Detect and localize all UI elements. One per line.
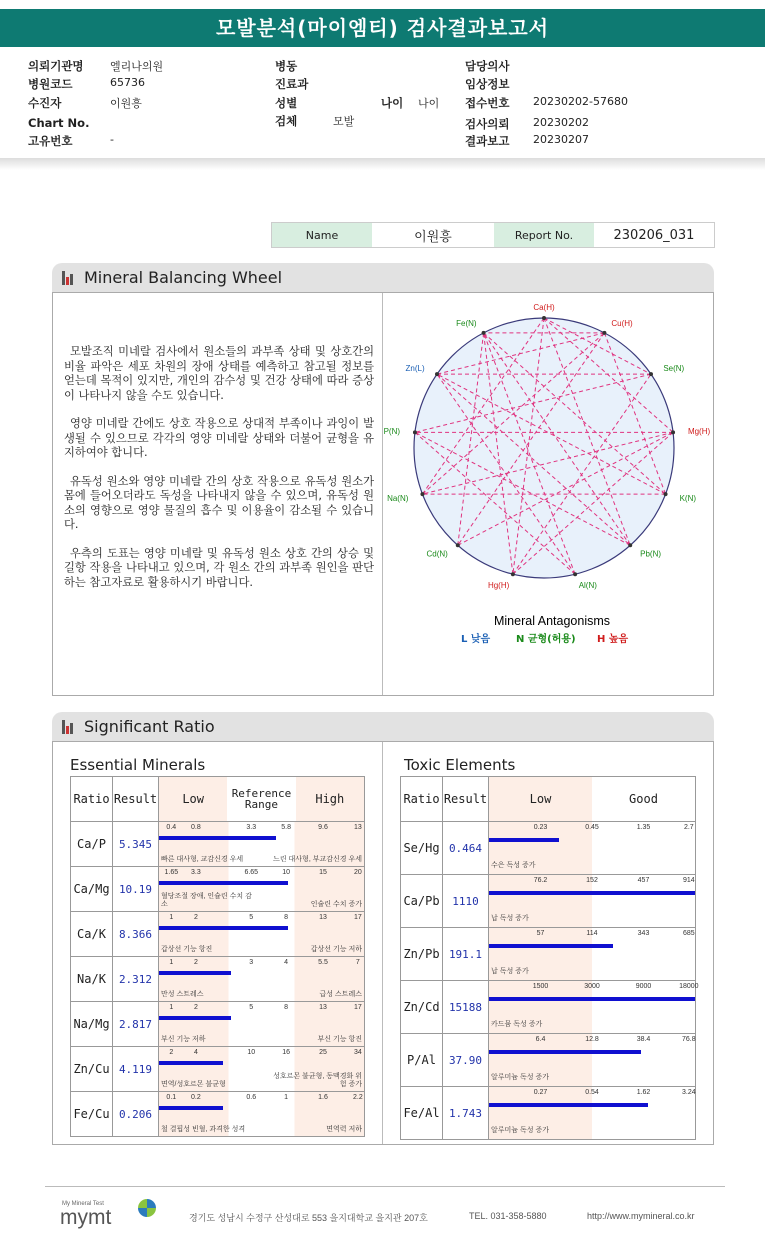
info-label: 검체 — [275, 114, 298, 128]
high-note: 부신 기능 항진 — [317, 1036, 362, 1043]
brand-logo: mymt — [60, 1206, 112, 1229]
low-note: 철 결핍성 빈혈, 과격한 성격 — [161, 1126, 246, 1133]
wheel-node — [542, 316, 546, 320]
wheel-circle — [414, 318, 674, 578]
high-note: 성호르몬 불균형, 동맥경화 위험 증가 — [273, 1073, 362, 1088]
high-note: 면역력 저하 — [326, 1126, 362, 1133]
tick-label: 10 — [282, 869, 290, 876]
col-low: Low — [159, 777, 227, 821]
wheel-node — [649, 372, 653, 376]
tick-label: 13 — [319, 1004, 327, 1011]
col-ratio: Ratio — [401, 777, 443, 822]
col-good: Good — [629, 792, 658, 806]
wheel-title: Mineral Antagonisms — [493, 614, 611, 628]
wheel-node — [664, 492, 668, 496]
ratio-result: 1.743 — [443, 1087, 489, 1140]
tick-label: 1 — [169, 914, 174, 921]
result-bar — [489, 838, 559, 842]
ratio-graph — [159, 867, 365, 912]
tick-label: 3.24 — [682, 1089, 696, 1096]
tick-label: 38.4 — [636, 1036, 651, 1043]
info-value: 모발 — [333, 115, 355, 128]
result-bar — [159, 836, 276, 840]
ratio-graph — [159, 912, 365, 957]
col-result: Result — [113, 777, 159, 822]
result-bar — [159, 881, 288, 885]
info-value: 65736 — [110, 76, 145, 89]
name-label: Name — [272, 223, 372, 247]
tick-label: 57 — [536, 930, 545, 937]
tick-label: 1.62 — [636, 1089, 651, 1096]
ratio-result: 4.119 — [113, 1047, 159, 1092]
info-value: 20230202 — [533, 116, 589, 129]
info-label: 진료과 — [275, 77, 309, 91]
report-title: 모발분석(마이엠티) 검사결과보고서 — [0, 9, 765, 47]
tick-label: 1.65 — [164, 869, 179, 876]
ratio-result: 15188 — [443, 981, 489, 1034]
table-row — [401, 875, 696, 928]
tick-label: 9.6 — [318, 824, 328, 831]
low-note: 혈당조절 장애, 인슐린 수치 감소 — [161, 893, 252, 908]
tick-label: 0.8 — [191, 824, 201, 831]
info-label: 수진자 — [28, 96, 62, 110]
ratio-name: Na/Mg — [71, 1002, 113, 1047]
ratio-graph — [489, 1034, 696, 1087]
table-row — [71, 957, 365, 1002]
section-header-ratio — [52, 712, 714, 742]
wheel-node-label: Zn(L) — [405, 363, 425, 373]
wheel-node-label: P(N) — [383, 427, 401, 437]
footer-tel: TEL. 031-358-5880 — [469, 1211, 547, 1221]
ratio-name: Zn/Pb — [401, 928, 443, 981]
wheel-node-label: Mg(H) — [687, 427, 711, 437]
section-title: Mineral Balancing Wheel — [84, 268, 283, 287]
wheel-node-label: Hg(H) — [487, 580, 510, 590]
tick-label: 10 — [247, 1049, 256, 1056]
tick-label: 6.4 — [535, 1036, 546, 1043]
wheel-node — [511, 572, 515, 576]
wheel-node-label: K(N) — [679, 493, 697, 503]
ratio-graph — [489, 928, 696, 981]
section-title: Significant Ratio — [84, 717, 215, 736]
high-note: 갑상선 기능 저하 — [310, 946, 362, 953]
high-note: 급성 스트레스 — [319, 991, 362, 998]
wheel-node — [420, 492, 424, 496]
wheel-node-label: Ca(H) — [533, 303, 555, 312]
ratio-graph — [489, 1087, 696, 1140]
info-label: 임상정보 — [465, 77, 510, 91]
tick-label: 2.2 — [352, 1094, 363, 1101]
footer-url[interactable]: http://www.mymineral.co.kr — [587, 1211, 695, 1221]
toxic-title: Toxic Elements — [404, 756, 516, 774]
tick-label: 76.2 — [533, 877, 548, 884]
result-bar — [489, 944, 613, 948]
wheel-node — [602, 331, 606, 335]
tick-label: 0.1 — [166, 1094, 177, 1101]
tick-label: 3 — [249, 959, 254, 966]
tick-label: 1.6 — [318, 1094, 328, 1101]
result-bar — [159, 1106, 223, 1110]
tick-label: 343 — [637, 930, 650, 937]
tick-label: 2 — [193, 1004, 198, 1011]
info-value: 20230202-57680 — [533, 95, 628, 108]
ratio-name: Na/K — [71, 957, 113, 1002]
tick-label: 114 — [586, 930, 598, 937]
tick-label: 4 — [193, 1049, 198, 1056]
tick-label: 3000 — [584, 983, 600, 990]
low-note: 면역/성호르몬 불균형 — [161, 1081, 226, 1088]
tick-label: 0.27 — [533, 1089, 548, 1096]
tick-label: 12.8 — [585, 1036, 599, 1043]
tick-label: 9000 — [635, 983, 652, 990]
wheel-node-label: Fe(N) — [456, 319, 477, 329]
col-result: Result — [443, 777, 489, 822]
ratio-graph — [159, 957, 365, 1002]
low-note: 수은 독성 증가 — [491, 862, 536, 869]
tick-label: 1500 — [532, 983, 549, 990]
info-label: 검사의뢰 — [465, 117, 510, 131]
brand-tagline: My Mineral Test — [62, 1201, 104, 1207]
bar-chart-icon — [62, 271, 76, 285]
tick-label: 5.5 — [318, 959, 328, 966]
info-value: 이원흥 — [110, 97, 142, 110]
tick-label: 4 — [284, 959, 289, 966]
low-note: 빠른 대사형, 교감신경 우세 — [161, 856, 244, 863]
tick-label: 2 — [193, 959, 198, 966]
low-note: 알루미늄 독성 증가 — [491, 1074, 549, 1081]
tick-label: 2 — [169, 1049, 174, 1056]
tick-label: 0.2 — [191, 1094, 201, 1101]
ratio-result: 5.345 — [113, 822, 159, 867]
patient-name: 이원흥 — [414, 229, 452, 245]
result-bar — [489, 1050, 641, 1054]
low-note: 납 독성 증가 — [491, 968, 529, 975]
tick-label: 0.23 — [533, 824, 548, 831]
wheel-node — [413, 430, 417, 434]
tick-label: 8 — [284, 1004, 289, 1011]
tick-label: 34 — [353, 1049, 362, 1056]
tick-label: 1 — [169, 959, 174, 966]
table-row — [401, 981, 696, 1034]
ratio-name: Ca/Mg — [71, 867, 113, 912]
paragraph: 우측의 도표는 영양 미네랄 및 유독성 원소 상호 간의 상승 및 길항 작용을 나타내고 있으며, 각 원소 간의 과부족 원인을 판단하는 참고자료로 활용하시기 바랍니다. — [64, 546, 374, 589]
info-label: 나이 — [381, 96, 404, 110]
tick-label: 18000 — [679, 983, 699, 990]
wheel-node-label: Pb(N) — [640, 549, 662, 559]
info-label: 결과보고 — [465, 134, 510, 148]
tick-label: 3.3 — [246, 824, 257, 831]
legend-item: N 균형(허용) — [516, 634, 576, 645]
tick-label: 17 — [353, 1004, 362, 1011]
ratio-graph — [159, 1092, 365, 1137]
toxic-table — [400, 776, 699, 1140]
ratio-result: 10.19 — [113, 867, 159, 912]
legend-item: H 높음 — [597, 634, 629, 645]
col-range — [489, 777, 696, 822]
paragraph: 모발조직 미네랄 검사에서 원소들의 과부족 상태 및 상호간의 비율 파악은 세포 차원의 장애 상태를 예측하고 참고될 정보를 얻는데 목적이 있지만, 개인의 감수성 및 건강 상태에 따라 증상이 나타나지 않을 수도 있습니다. — [64, 345, 374, 402]
ratio-result: 0.464 — [443, 822, 489, 875]
wheel-node-label: Al(N) — [578, 580, 597, 590]
col-low: Low — [489, 777, 592, 821]
low-note: 부신 기능 저하 — [161, 1036, 206, 1043]
ratio-graph — [489, 822, 696, 875]
bar-chart-icon — [62, 720, 76, 734]
tick-label: 8 — [284, 914, 289, 921]
info-label: 병동 — [275, 59, 298, 73]
wheel-description — [64, 345, 374, 604]
report-label: Report No. — [494, 223, 594, 247]
table-row — [71, 822, 365, 867]
info-label: 담당의사 — [465, 59, 510, 73]
report-number: 230206_031 — [613, 227, 695, 243]
wheel-node-label: Cd(N) — [426, 549, 448, 559]
wheel-node-label: Cu(H) — [611, 319, 633, 329]
table-row — [71, 867, 365, 912]
wheel-node-label: Se(N) — [663, 363, 685, 373]
ratio-name: Ca/K — [71, 912, 113, 957]
result-bar — [489, 891, 695, 895]
paragraph: 유독성 원소와 영양 미네랄 간의 상호 작용으로 유독성 원소가 몸에 들어오더라도 독성을 나타내지 않을 수 있으며, 유독성 원소의 영향으로 영양 물질의 흡수 및 이용율이 감소될 수 있습니다. — [64, 474, 374, 531]
tick-label: 0.45 — [585, 824, 599, 831]
info-value: 나이 — [418, 97, 440, 110]
table-row — [401, 928, 696, 981]
legend-item: L 낮음 — [461, 634, 491, 645]
tick-label: 16 — [282, 1049, 290, 1056]
ratio-name: Fe/Cu — [71, 1092, 113, 1137]
tick-label: 1.35 — [636, 824, 651, 831]
tick-label: 25 — [319, 1049, 327, 1056]
ratio-result: 191.1 — [443, 928, 489, 981]
info-label: 고유번호 — [28, 134, 73, 148]
tick-label: 13 — [353, 824, 362, 831]
table-row — [401, 1034, 696, 1087]
ratio-graph — [489, 875, 696, 928]
info-label: 성별 — [275, 96, 298, 110]
table-row — [71, 912, 365, 957]
wheel-node — [482, 331, 486, 335]
ratio-name: Zn/Cu — [71, 1047, 113, 1092]
ratio-result: 2.312 — [113, 957, 159, 1002]
tick-label: 0.6 — [246, 1094, 257, 1101]
tick-label: 5 — [249, 914, 254, 921]
info-label: 병원코드 — [28, 77, 73, 91]
ratio-result: 1110 — [443, 875, 489, 928]
wheel-node — [671, 430, 675, 434]
high-note: 인슐린 수치 증가 — [310, 901, 362, 908]
col-ratio: Ratio — [71, 777, 113, 822]
result-bar — [159, 1061, 223, 1065]
mineral-wheel — [383, 293, 713, 693]
footer-divider — [45, 1186, 725, 1187]
low-note: 알루미늄 독성 증가 — [491, 1127, 549, 1134]
ratio-name: Zn/Cd — [401, 981, 443, 1034]
tick-label: 0.4 — [166, 824, 177, 831]
tick-label: 914 — [682, 877, 695, 884]
tick-label: 152 — [586, 877, 598, 884]
tick-label: 457 — [637, 877, 650, 884]
ratio-result: 8.366 — [113, 912, 159, 957]
ratio-name: P/Al — [401, 1034, 443, 1087]
essential-title: Essential Minerals — [70, 756, 206, 774]
wheel-node — [573, 572, 577, 576]
ratio-result: 2.817 — [113, 1002, 159, 1047]
low-note: 납 독성 증가 — [491, 915, 529, 922]
tick-label: 1 — [169, 1004, 174, 1011]
tick-label: 5.8 — [281, 824, 291, 831]
low-note: 만성 스트레스 — [161, 991, 204, 998]
tick-label: 3.3 — [191, 869, 201, 876]
info-label: 의뢰기관명 — [28, 59, 84, 73]
result-bar — [489, 997, 695, 1001]
ratio-name: Fe/Al — [401, 1087, 443, 1140]
tick-label: 13 — [319, 914, 327, 921]
ratio-graph — [489, 981, 699, 1034]
col-ref: Reference Range — [231, 787, 292, 811]
ratio-graph — [159, 1047, 365, 1092]
tick-label: 0.54 — [585, 1089, 599, 1096]
table-row — [401, 822, 696, 875]
info-label: Chart No. — [28, 116, 90, 130]
table-row — [71, 1092, 365, 1137]
essential-table — [70, 776, 365, 1137]
result-bar — [159, 926, 288, 930]
high-note: 느린 대사형, 부교감신경 우세 — [273, 856, 362, 863]
wheel-node — [628, 543, 632, 547]
wheel-node-label: Na(N) — [387, 493, 409, 503]
tick-label: 1 — [284, 1094, 289, 1101]
tick-label: 6.65 — [244, 869, 259, 876]
tick-label: 15 — [319, 869, 327, 876]
tick-label: 17 — [353, 914, 362, 921]
result-bar — [159, 1016, 231, 1020]
table-row — [71, 1002, 365, 1047]
info-label: 접수번호 — [465, 96, 510, 110]
result-bar — [489, 1103, 648, 1107]
ratio-name: Ca/Pb — [401, 875, 443, 928]
tick-label: 7 — [355, 959, 360, 966]
wheel-node — [435, 372, 439, 376]
table-row — [401, 1087, 696, 1140]
col-range — [159, 777, 365, 822]
logo-icon — [138, 1199, 156, 1217]
ratio-graph — [159, 1002, 365, 1047]
ratio-result: 37.90 — [443, 1034, 489, 1087]
ratio-result: 0.206 — [113, 1092, 159, 1137]
tick-label: 2.7 — [683, 824, 694, 831]
tick-label: 5 — [249, 1004, 254, 1011]
table-row — [71, 1047, 365, 1092]
result-bar — [159, 971, 231, 975]
tick-label: 76.8 — [682, 1036, 696, 1043]
info-value: 엘리나의원 — [110, 60, 164, 73]
info-value: - — [110, 133, 114, 146]
col-high: High — [296, 777, 364, 821]
info-value: 20230207 — [533, 133, 589, 146]
tick-label: 2 — [193, 914, 198, 921]
name-bar — [271, 222, 715, 248]
low-note: 갑상선 기능 항진 — [161, 946, 213, 953]
tick-label: 20 — [353, 869, 362, 876]
ratio-name: Se/Hg — [401, 822, 443, 875]
low-note: 카드뮴 독성 증가 — [491, 1021, 543, 1028]
tick-label: 685 — [682, 930, 695, 937]
footer-address: 경기도 성남시 수정구 산성대로 553 을지대학교 을지관 207호 — [189, 1213, 428, 1223]
paragraph: 영양 미네랄 간에도 상호 작용으로 상대적 부족이나 과잉이 발생될 수 있으므로 각각의 영양 미네랄 상태와 더불어 균형을 유지하여야 합니다. — [64, 417, 374, 459]
wheel-node — [456, 543, 460, 547]
ratio-graph — [159, 822, 365, 867]
section-header-wheel — [52, 263, 714, 293]
divider — [0, 158, 765, 170]
ratio-name: Ca/P — [71, 822, 113, 867]
